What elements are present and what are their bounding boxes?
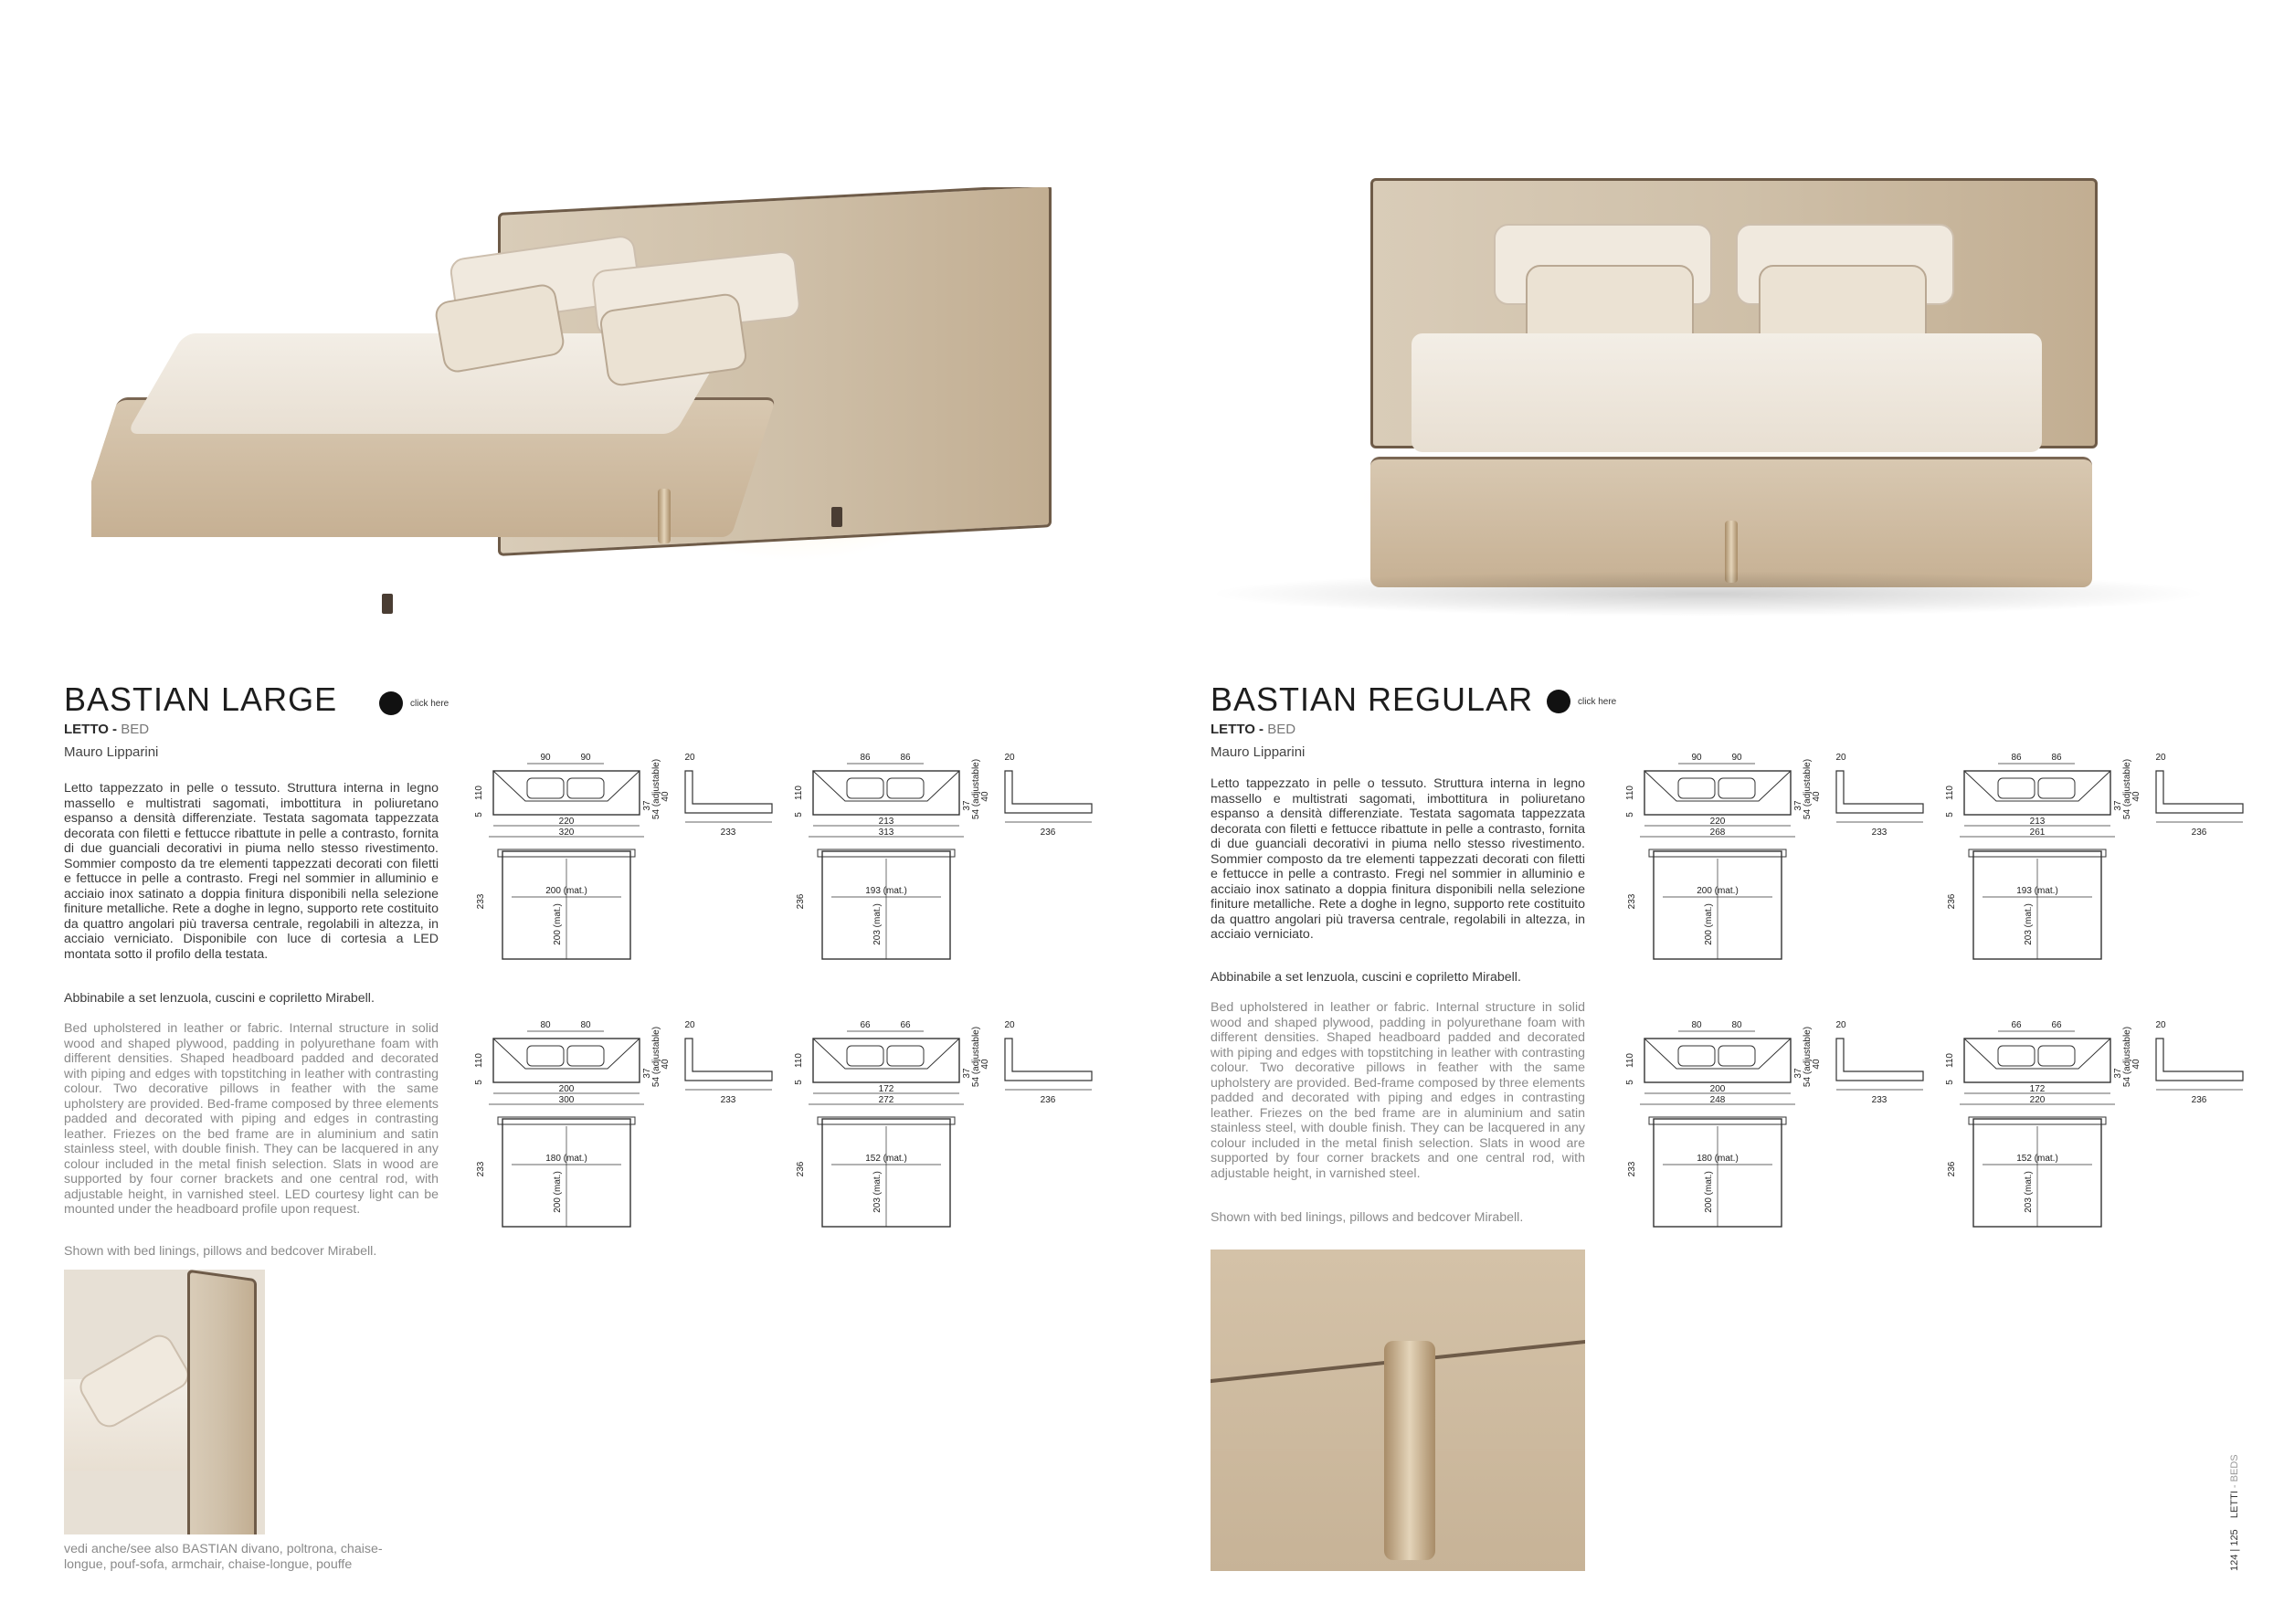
front-view [493, 771, 640, 815]
dim-pillow: 80 [540, 1020, 551, 1030]
bed-foot [382, 594, 393, 614]
link-dot-icon [379, 691, 403, 715]
pillow-outline [527, 1046, 564, 1066]
subtitle-it: LETTO [64, 722, 109, 737]
dim-pillow: 90 [540, 753, 551, 763]
dim-side-top: 20 [684, 753, 695, 763]
mattress [1412, 333, 2042, 452]
dim-pillow: 90 [580, 753, 591, 763]
designer-name: Mauro Lipparini [64, 744, 159, 760]
dim-plan-depth: 236 [796, 1161, 806, 1177]
bastian-large-photo [91, 187, 1060, 617]
dim-width: 200 [558, 1084, 575, 1094]
product-subtitle [1211, 722, 1295, 737]
dim-side-top: 20 [1004, 753, 1015, 763]
metal-frieze [1384, 1341, 1435, 1560]
dim-width: 200 [1709, 1084, 1726, 1094]
dim-side-top: 20 [1004, 1020, 1015, 1030]
dim-side-top: 20 [1835, 753, 1846, 763]
dim-height: 110 [794, 1053, 804, 1068]
dim-side-top: 20 [2155, 1020, 2166, 1030]
dim-pillow: 86 [2051, 753, 2062, 763]
dim-pillow: 86 [2011, 753, 2022, 763]
headboard-outline [813, 1039, 959, 1069]
front-view [1644, 1039, 1791, 1082]
subtitle-en: BED [1267, 722, 1296, 737]
dim-pillow: 80 [1691, 1020, 1702, 1030]
headboard-outline [493, 1039, 640, 1069]
description-en: Bed upholstered in leather or fabric. Internal structure in solid wood and shaped plywood, padding in polyurethane foam with different densities. Shaped headboard padded and decorated with piping and edges with topstitching in leather with contrasting colour. Two decorative pillows in feather with the same upholstery are provided. Bed-frame composed by three elements padded and decorated with piping and edges in contrasting leather. Friezes on the bed frame are in aluminium and satin stainless steel, with double finish. They can be lacquered in any colour included in the metal finish selection. Slats in wood are supported by four corner brackets and one central rod, with adjustable height, in varnished steel. LED courtesy light can be mounted under the headboard profile upon request. [64, 1021, 439, 1217]
dim-inner: 37 [1793, 1068, 1803, 1079]
dim-plan-width: 193 (mat.) [865, 886, 907, 896]
front-view [813, 1039, 959, 1082]
dim-side-length: 233 [1871, 1095, 1887, 1105]
tech-drawing-svg [790, 751, 1105, 970]
plan-headboard [1649, 849, 1786, 857]
dim-headboard: 40 [2131, 1059, 2141, 1070]
side-view [2156, 771, 2243, 813]
dim-adjustable: 54 (adjustable) [651, 1026, 661, 1088]
side-view [2156, 1039, 2243, 1081]
dim-plan-depth: 233 [476, 1161, 486, 1177]
pillow-outline [1718, 1046, 1755, 1066]
dim-height: 110 [1945, 786, 1955, 800]
pillow-outline [567, 1046, 604, 1066]
dim-inner: 37 [642, 1068, 652, 1079]
dim-plan-length: 200 (mat.) [553, 1171, 563, 1213]
dim-total: 300 [558, 1095, 575, 1105]
bastian-regular-photo [1188, 169, 2247, 617]
shown-note: Shown with bed linings, pillows and bedcover Mirabell. [1211, 1210, 1524, 1225]
side-view [685, 1039, 772, 1081]
dim-plan-length: 200 (mat.) [553, 903, 563, 945]
pillow-outline [2038, 778, 2075, 798]
page-numbers: 124 | 125 [2229, 1529, 2240, 1571]
tech-drawing [1941, 751, 2257, 970]
dim-side-top: 20 [684, 1020, 695, 1030]
dim-width: 220 [1709, 817, 1726, 827]
dim-pillow: 90 [1691, 753, 1702, 763]
section-name: LETTI [2229, 1491, 2240, 1519]
plan-headboard [1969, 1117, 2106, 1124]
dim-low: 5 [1625, 1080, 1635, 1085]
plan-headboard [498, 1117, 635, 1124]
page-folio: 124 | 125 LETTI - BEDS [2229, 1454, 2240, 1571]
dim-headboard: 40 [661, 791, 671, 802]
pillow-outline [1998, 778, 2035, 798]
side-view [1836, 1039, 1923, 1081]
dim-plan-length: 203 (mat.) [2024, 903, 2034, 945]
tech-drawing-svg [1941, 751, 2257, 970]
dim-low: 5 [1945, 1080, 1955, 1085]
side-view [1005, 771, 1092, 813]
dim-adjustable: 54 (adjustable) [971, 758, 981, 820]
dim-width: 213 [2029, 817, 2046, 827]
pillow-outline [1678, 1046, 1715, 1066]
tech-drawing-svg [471, 1018, 786, 1238]
dim-adjustable: 54 (adjustable) [1803, 1026, 1813, 1088]
headboard-outline [1644, 771, 1791, 801]
dim-pillow: 66 [2051, 1020, 2062, 1030]
dim-total: 220 [2029, 1095, 2046, 1105]
dim-pillow: 86 [900, 753, 911, 763]
dim-side-length: 233 [1871, 828, 1887, 838]
dim-adjustable: 54 (adjustable) [971, 1026, 981, 1088]
tech-drawing [1622, 1018, 1937, 1238]
dim-plan-length: 203 (mat.) [872, 1171, 883, 1213]
pillow-outline [847, 778, 883, 798]
description-it: Letto tappezzato in pelle o tessuto. Struttura interna in legno massello e multistrati sagomati, imbottitura in poliuretano espanso a densità differenziate. Testata sagomata tappezzata decorata con filetti e fettucce ribattute in pelle a contrasto, fornita di due guanciali decorativi in piuma nello stesso rivestimento. Sommier composto da tre elementi tappezzati decorati con filetti e fettucce in pelle a contrasto. Fregi nel sommier in alluminio e acciaio inox satinato a doppia finitura disponibili nella selezione finiture metalliche. Rete a doghe in legno, supporto rete costituito da quattro angolari più traversa centrale, regolabili in altezza, in acciaio verniciato. Disponibile con luce di cortesia a LED montata sotto il profilo della testata. [64, 781, 439, 962]
dim-low: 5 [1625, 812, 1635, 817]
pillow-outline [567, 778, 604, 798]
dim-low: 5 [794, 812, 804, 817]
bed-foot [831, 507, 842, 527]
pillow-outline [2038, 1046, 2075, 1066]
dim-plan-depth: 236 [796, 893, 806, 910]
tech-drawing [790, 751, 1105, 970]
headboard-outline [1964, 1039, 2110, 1069]
dim-pillow: 66 [900, 1020, 911, 1030]
section-name-en: BEDS [2229, 1454, 2240, 1482]
dim-adjustable: 54 (adjustable) [2122, 1026, 2132, 1088]
front-view [813, 771, 959, 815]
plan-headboard [498, 849, 635, 857]
dim-headboard: 40 [1812, 1059, 1822, 1070]
product-subtitle [64, 722, 149, 737]
dim-side-length: 233 [720, 828, 736, 838]
tech-drawing-svg [1622, 1018, 1937, 1238]
dim-pillow: 90 [1731, 753, 1742, 763]
dim-inner: 37 [642, 800, 652, 811]
dim-plan-depth: 236 [1947, 893, 1957, 910]
dim-plan-depth: 236 [1947, 1161, 1957, 1177]
dim-pillow: 66 [860, 1020, 871, 1030]
dim-side-top: 20 [1835, 1020, 1846, 1030]
dim-plan-width: 180 (mat.) [1697, 1154, 1739, 1164]
dim-plan-length: 200 (mat.) [1704, 1171, 1714, 1213]
dim-headboard: 40 [980, 791, 990, 802]
tech-drawing [790, 1018, 1105, 1238]
dim-pillow: 86 [860, 753, 871, 763]
description-en: Bed upholstered in leather or fabric. Internal structure in solid wood and shaped plywood, padding in polyurethane foam with different densities. Shaped headboard padded and decorated with piping and edges with topstitching in leather with contrasting colour. Two decorative pillows in feather with the same upholstery are provided. Bed-frame composed by three elements padded and decorated with piping and edges in contrasting leather. Friezes on the bed frame are in aluminium and satin stainless steel, with double finish. They can be lacquered in any colour included in the metal finish selection. Slats in wood are supported by four corner brackets and one central rod, with adjustable height, in varnished steel. [1211, 1000, 1585, 1181]
dim-inner: 37 [2113, 1068, 2123, 1079]
tech-drawing [471, 1018, 786, 1238]
floor-shadow [1206, 571, 2211, 617]
dim-plan-width: 200 (mat.) [545, 886, 587, 896]
dim-plan-width: 152 (mat.) [865, 1154, 907, 1164]
dim-width: 220 [558, 817, 575, 827]
abbinabile-note: Abbinabile a set lenzuola, cuscini e copriletto Mirabell. [64, 991, 375, 1006]
link-dot-icon [1547, 690, 1570, 713]
dim-inner: 37 [962, 1068, 972, 1079]
dim-pillow: 80 [1731, 1020, 1742, 1030]
headboard-outline [1644, 1039, 1791, 1069]
click-here-label: click here [410, 698, 449, 709]
subtitle-separator: - [108, 722, 122, 737]
dim-plan-depth: 233 [1627, 1161, 1637, 1177]
product-title: BASTIAN LARGE [64, 680, 338, 718]
dim-adjustable: 54 (adjustable) [2122, 758, 2132, 820]
dim-inner: 37 [962, 800, 972, 811]
headboard [187, 1270, 257, 1534]
pillow-outline [527, 778, 564, 798]
dim-headboard: 40 [661, 1059, 671, 1070]
dim-height: 110 [474, 1053, 484, 1068]
front-view [493, 1039, 640, 1082]
dim-headboard: 40 [980, 1059, 990, 1070]
front-view [1964, 1039, 2110, 1082]
designer-name: Mauro Lipparini [1211, 744, 1306, 760]
dim-pillow: 66 [2011, 1020, 2022, 1030]
tech-drawing [1941, 1018, 2257, 1238]
dim-pillow: 80 [580, 1020, 591, 1030]
side-view [1005, 1039, 1092, 1081]
dim-headboard: 40 [1812, 791, 1822, 802]
pillow-outline [1718, 778, 1755, 798]
dim-total: 268 [1709, 828, 1726, 838]
dim-side-length: 236 [1040, 1095, 1056, 1105]
dim-plan-width: 180 (mat.) [545, 1154, 587, 1164]
dim-plan-length: 203 (mat.) [2024, 1171, 2034, 1213]
dim-low: 5 [474, 1080, 484, 1085]
tech-drawing-svg [471, 751, 786, 970]
dim-plan-width: 152 (mat.) [2016, 1154, 2058, 1164]
dim-total: 320 [558, 828, 575, 838]
click-here-label: click here [1578, 696, 1617, 707]
headboard-outline [813, 771, 959, 801]
tech-drawing [471, 751, 786, 970]
see-also-note: vedi anche/see also BASTIAN divano, poltrona, chaise-longue, pouf-sofa, armchair, chaise-longue, pouffe [64, 1542, 383, 1572]
pillow-outline [887, 778, 924, 798]
dim-height: 110 [474, 786, 484, 800]
plan-headboard [1969, 849, 2106, 857]
dim-width: 172 [878, 1084, 894, 1094]
plan-headboard [818, 849, 955, 857]
pillow-outline [847, 1046, 883, 1066]
tech-drawing-svg [1941, 1018, 2257, 1238]
headboard-outline [493, 771, 640, 801]
dim-inner: 37 [2113, 800, 2123, 811]
dim-height: 110 [1625, 786, 1635, 800]
dim-side-length: 236 [1040, 828, 1056, 838]
dim-inner: 37 [1793, 800, 1803, 811]
dim-total: 272 [878, 1095, 894, 1105]
headboard-outline [1964, 771, 2110, 801]
tech-drawing-svg [790, 1018, 1105, 1238]
description-it: Letto tappezzato in pelle o tessuto. Struttura interna in legno massello e multistrati sagomati, imbottitura in poliuretano espanso a densità differenziate. Testata sagomata tappezzata decorata con filetti e fettucce ribattute in pelle a contrasto, fornita di due guanciali decorativi in piuma nello stesso rivestimento. Sommier composto da tre elementi tappezzati decorati con filetti e fettucce in pelle a contrasto. Fregi nel sommier in alluminio e acciaio inox satinato a doppia finitura disponibili nella selezione finiture metalliche. Rete a doghe in legno, supporto rete costituito da quattro angolari più traversa centrale, regolabili in altezza, in acciaio verniciato. [1211, 776, 1585, 942]
dim-height: 110 [1945, 1053, 1955, 1068]
dim-plan-depth: 233 [1627, 893, 1637, 910]
dim-side-length: 236 [2191, 828, 2207, 838]
dim-side-top: 20 [2155, 753, 2166, 763]
dim-adjustable: 54 (adjustable) [1803, 758, 1813, 820]
dim-headboard: 40 [2131, 791, 2141, 802]
dim-height: 110 [1625, 1053, 1635, 1068]
plan-headboard [818, 1117, 955, 1124]
subtitle-separator: - [1254, 722, 1268, 737]
dim-height: 110 [794, 786, 804, 800]
dim-low: 5 [1945, 812, 1955, 817]
dim-width: 172 [2029, 1084, 2046, 1094]
click-here-link[interactable] [1547, 690, 1616, 713]
subtitle-en: BED [121, 722, 150, 737]
dim-plan-width: 200 (mat.) [1697, 886, 1739, 896]
dim-total: 261 [2029, 828, 2046, 838]
pillow-outline [1678, 778, 1715, 798]
dim-low: 5 [474, 812, 484, 817]
dim-plan-width: 193 (mat.) [2016, 886, 2058, 896]
metal-frieze [658, 489, 671, 543]
plan-headboard [1649, 1117, 1786, 1124]
tech-drawing [1622, 751, 1937, 970]
headboard-detail-photo [64, 1270, 265, 1534]
dim-plan-depth: 233 [476, 893, 486, 910]
tech-drawing-svg [1622, 751, 1937, 970]
shown-note: Shown with bed linings, pillows and bedcover Mirabell. [64, 1244, 377, 1259]
dim-total: 313 [878, 828, 894, 838]
click-here-link[interactable] [379, 691, 449, 715]
dim-side-length: 236 [2191, 1095, 2207, 1105]
pillow-outline [1998, 1046, 2035, 1066]
side-view [1836, 771, 1923, 813]
frieze-detail-photo [1211, 1250, 1585, 1571]
side-view [685, 771, 772, 813]
dim-width: 213 [878, 817, 894, 827]
dim-adjustable: 54 (adjustable) [651, 758, 661, 820]
dim-low: 5 [794, 1080, 804, 1085]
product-title: BASTIAN REGULAR [1211, 680, 1534, 718]
dim-plan-length: 203 (mat.) [872, 903, 883, 945]
dim-plan-length: 200 (mat.) [1704, 903, 1714, 945]
abbinabile-note: Abbinabile a set lenzuola, cuscini e copriletto Mirabell. [1211, 970, 1521, 985]
subtitle-it: LETTO [1211, 722, 1255, 737]
pillow-outline [887, 1046, 924, 1066]
front-view [1644, 771, 1791, 815]
front-view [1964, 771, 2110, 815]
dim-total: 248 [1709, 1095, 1726, 1105]
dim-side-length: 233 [720, 1095, 736, 1105]
